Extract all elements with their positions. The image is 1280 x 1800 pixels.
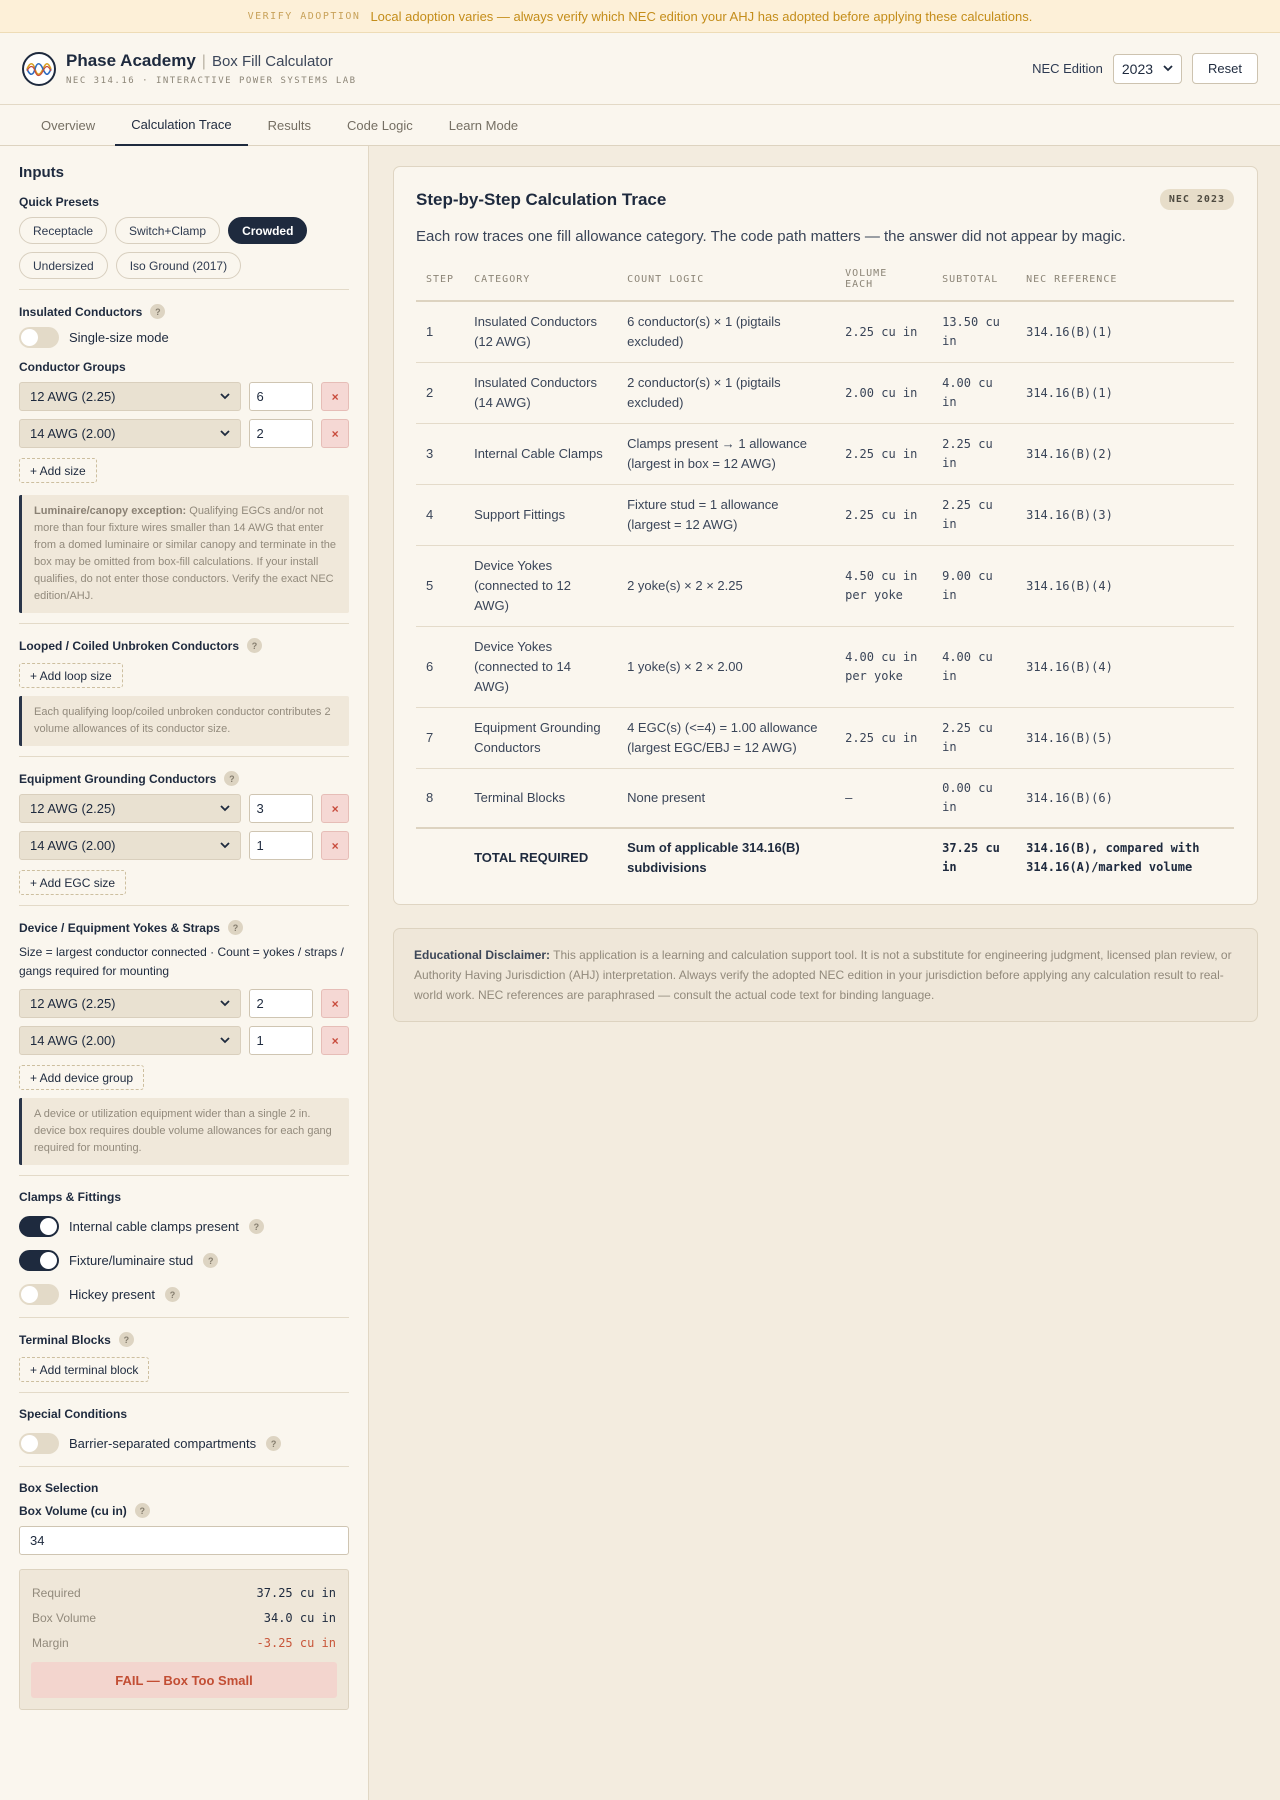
brand-separator: | <box>201 53 206 70</box>
help-icon[interactable]: ? <box>228 920 243 935</box>
volume-cell: 4.50 cu in per yoke <box>835 546 932 627</box>
step-cell: 2 <box>416 363 464 424</box>
logo-icon <box>22 52 56 86</box>
cable-clamps-toggle[interactable] <box>19 1216 59 1237</box>
step-cell: 8 <box>416 769 464 829</box>
category-cell: Equipment Grounding Conductors <box>464 708 617 769</box>
remove-button[interactable]: × <box>321 794 349 823</box>
total-reference: 314.16(B), compared with 314.16(A)/marked volume <box>1016 828 1234 888</box>
category-cell: Terminal Blocks <box>464 769 617 829</box>
banner-tag: VERIFY ADOPTION <box>247 10 361 22</box>
preset-iso-ground[interactable]: Iso Ground (2017) <box>116 252 241 279</box>
trace-card <box>393 166 1258 905</box>
category-cell: Support Fittings <box>464 485 617 546</box>
preset-crowded[interactable]: Crowded <box>228 217 307 244</box>
add-loop-size-button[interactable]: + Add loop size <box>19 663 123 688</box>
logic-cell: Fixture stud = 1 allowance (largest = 12 AWG) <box>617 485 835 546</box>
help-icon[interactable]: ? <box>249 1219 264 1234</box>
preset-undersized[interactable]: Undersized <box>19 252 108 279</box>
logic-cell: 1 yoke(s) × 2 × 2.00 <box>617 627 835 708</box>
looped-note: Each qualifying loop/coiled unbroken conductor contributes 2 volume allowances of its conductor size. <box>19 696 349 746</box>
logic-cell: 4 EGC(s) (<=4) = 1.00 allowance (largest EGC/EBJ = 12 AWG) <box>617 708 835 769</box>
logic-cell: 2 yoke(s) × 2 × 2.25 <box>617 546 835 627</box>
single-size-toggle[interactable] <box>19 327 59 348</box>
brand-name: Phase Academy <box>66 51 196 70</box>
device-group-row <box>19 989 349 1018</box>
preset-receptacle[interactable]: Receptacle <box>19 217 107 244</box>
device-size-select[interactable]: 14 AWG (2.00) <box>19 1026 241 1055</box>
clamps-title: Clamps & Fittings <box>19 1190 122 1204</box>
table-row <box>416 546 1234 627</box>
adoption-banner <box>0 0 1280 33</box>
step-cell: 1 <box>416 301 464 363</box>
subtotal-cell: 0.00 cu in <box>932 769 1016 829</box>
reference-cell: 314.16(B)(6) <box>1016 769 1234 829</box>
disclaimer-heading: Educational Disclaimer: <box>414 948 551 962</box>
cable-clamps-label: Internal cable clamps present <box>69 1219 239 1234</box>
yokes-hint: Size = largest conductor connected · Count = yokes / straps / gangs required for mounting <box>19 945 344 978</box>
reference-cell: 314.16(B)(4) <box>1016 546 1234 627</box>
category-cell: Device Yokes (connected to 14 AWG) <box>464 627 617 708</box>
device-count-input[interactable]: 1 <box>249 1026 314 1055</box>
table-row <box>416 769 1234 829</box>
tab-calculation-trace[interactable]: Calculation Trace <box>115 105 247 146</box>
logic-cell: 6 conductor(s) × 1 (pigtails excluded) <box>617 301 835 363</box>
preset-list <box>19 217 349 279</box>
egc-size-select[interactable]: 14 AWG (2.00) <box>19 831 241 860</box>
result-summary <box>19 1569 349 1710</box>
column-header: CATEGORY <box>464 260 617 301</box>
help-icon[interactable]: ? <box>224 771 239 786</box>
volume-cell: 2.25 cu in <box>835 708 932 769</box>
help-icon[interactable]: ? <box>150 304 165 319</box>
terminal-blocks-title: Terminal Blocks ? <box>19 1332 349 1347</box>
egc-size-select[interactable]: 12 AWG (2.25) <box>19 794 241 823</box>
remove-button[interactable]: × <box>321 419 349 448</box>
brand-block <box>66 51 357 86</box>
barrier-toggle[interactable] <box>19 1433 59 1454</box>
box-volume-input[interactable]: 34 <box>19 1526 349 1555</box>
insulated-title: Insulated Conductors ? <box>19 304 349 319</box>
presets-title: Quick Presets <box>19 195 100 209</box>
hickey-toggle[interactable] <box>19 1284 59 1305</box>
volume-cell: — <box>835 769 932 829</box>
box-volume-summary-value: 34.0 cu in <box>263 1610 336 1625</box>
subtotal-cell: 2.25 cu in <box>932 708 1016 769</box>
margin-label: Margin <box>32 1635 69 1650</box>
edition-label: NEC Edition <box>1032 61 1103 76</box>
required-label: Required <box>32 1585 81 1600</box>
special-conditions-title: Special Conditions <box>19 1407 128 1421</box>
device-width-note: A device or utilization equipment wider than a single 2 in. device box requires double volume allowances for each gang required for mounting. <box>19 1098 349 1165</box>
category-cell: Device Yokes (connected to 12 AWG) <box>464 546 617 627</box>
luminaire-exception-note: Luminaire/canopy exception: Qualifying EGCs and/or not more than four fixture wires smaller than 14 AWG that enter from a domed luminaire or similar canopy and terminate in the box may be omitted from box-fill calculations. If your install qualifies, do not enter those conductors. Verify the exact NEC edition/AHJ. <box>19 495 349 613</box>
barrier-label: Barrier-separated compartments <box>69 1436 257 1451</box>
divider <box>19 289 349 290</box>
reference-cell: 314.16(B)(4) <box>1016 627 1234 708</box>
app-header <box>0 33 1280 105</box>
margin-value: -3.25 cu in <box>256 1635 336 1650</box>
box-volume-label: Box Volume (cu in) ? <box>19 1503 349 1518</box>
educational-disclaimer <box>393 928 1258 1022</box>
volume-cell: 2.00 cu in <box>835 363 932 424</box>
tab-bar <box>0 105 1280 146</box>
total-label: TOTAL REQUIRED <box>464 828 617 888</box>
table-row <box>416 424 1234 485</box>
table-row <box>416 363 1234 424</box>
add-terminal-block-button[interactable]: + Add terminal block <box>19 1357 149 1382</box>
help-icon[interactable]: ? <box>203 1253 218 1268</box>
table-row <box>416 301 1234 363</box>
chevron-down-icon <box>220 393 230 400</box>
egc-title: Equipment Grounding Conductors ? <box>19 771 349 786</box>
device-group-row <box>19 1026 349 1055</box>
help-icon[interactable]: ? <box>135 1503 150 1518</box>
conductor-count-input[interactable]: 6 <box>249 382 314 411</box>
chevron-down-icon <box>220 805 230 812</box>
remove-button[interactable]: × <box>321 989 349 1018</box>
reset-button[interactable]: Reset <box>1192 53 1258 84</box>
column-header: SUBTOTAL <box>932 260 1016 301</box>
add-size-button[interactable]: + Add size <box>19 458 97 483</box>
total-subtotal: 37.25 cu in <box>932 828 1016 888</box>
table-row <box>416 485 1234 546</box>
single-size-label: Single-size mode <box>69 330 169 345</box>
divider <box>19 756 349 757</box>
reference-cell: 314.16(B)(5) <box>1016 708 1234 769</box>
subtotal-cell: 4.00 cu in <box>932 363 1016 424</box>
help-icon[interactable]: ? <box>247 638 262 653</box>
divider <box>19 1466 349 1467</box>
trace-table <box>416 260 1234 888</box>
edition-select[interactable] <box>1113 54 1182 84</box>
category-cell: Internal Cable Clamps <box>464 424 617 485</box>
subtotal-cell: 13.50 cu in <box>932 301 1016 363</box>
subtotal-cell: 4.00 cu in <box>932 627 1016 708</box>
column-header: COUNT LOGIC <box>617 260 835 301</box>
divider <box>19 1317 349 1318</box>
volume-cell: 2.25 cu in <box>835 301 932 363</box>
box-selection-title: Box Selection <box>19 1481 99 1495</box>
remove-button[interactable]: × <box>321 382 349 411</box>
reference-cell: 314.16(B)(3) <box>1016 485 1234 546</box>
help-icon[interactable]: ? <box>119 1332 134 1347</box>
conductor-count-input[interactable]: 2 <box>249 419 314 448</box>
chevron-down-icon <box>220 842 230 849</box>
table-row <box>416 708 1234 769</box>
total-row <box>416 828 1234 888</box>
logic-cell: Clamps present → 1 allowance (largest in box = 12 AWG) <box>617 424 835 485</box>
add-egc-size-button[interactable]: + Add EGC size <box>19 870 126 895</box>
logic-cell: 2 conductor(s) × 1 (pigtails excluded) <box>617 363 835 424</box>
egc-count-input[interactable]: 1 <box>249 831 314 860</box>
chevron-down-icon <box>220 1037 230 1044</box>
required-value: 37.25 cu in <box>256 1585 336 1600</box>
edition-value: 2023 <box>1121 60 1154 77</box>
conductor-group-row <box>19 419 349 448</box>
total-logic: Sum of applicable 314.16(B) subdivisions <box>617 828 835 888</box>
main-content <box>369 146 1280 1800</box>
hickey-label: Hickey present <box>69 1287 155 1302</box>
egc-group-row <box>19 794 349 823</box>
yokes-title: Device / Equipment Yokes & Straps ? <box>19 920 349 935</box>
table-row <box>416 627 1234 708</box>
reference-cell: 314.16(B)(1) <box>1016 301 1234 363</box>
fixture-stud-toggle[interactable] <box>19 1250 59 1271</box>
volume-cell: 2.25 cu in <box>835 424 932 485</box>
subtotal-cell: 2.25 cu in <box>932 485 1016 546</box>
logic-cell: None present <box>617 769 835 829</box>
category-cell: Insulated Conductors (12 AWG) <box>464 301 617 363</box>
app-name: Box Fill Calculator <box>211 53 333 70</box>
divider <box>19 905 349 906</box>
conductor-group-row <box>19 382 349 411</box>
tab-code-logic[interactable]: Code Logic <box>347 118 413 133</box>
column-header: NEC REFERENCE <box>1016 260 1234 301</box>
inputs-sidebar <box>0 146 369 1800</box>
remove-button[interactable]: × <box>321 1026 349 1055</box>
conductor-groups-title: Conductor Groups <box>19 360 126 374</box>
inputs-title: Inputs <box>19 164 64 181</box>
preset-switch-clamp[interactable]: Switch+Clamp <box>115 217 220 244</box>
tab-overview[interactable]: Overview <box>41 118 96 133</box>
column-header: VOLUME EACH <box>835 260 932 301</box>
step-cell: 3 <box>416 424 464 485</box>
volume-cell: 4.00 cu in per yoke <box>835 627 932 708</box>
step-cell: 7 <box>416 708 464 769</box>
help-icon[interactable]: ? <box>266 1436 281 1451</box>
divider <box>19 1392 349 1393</box>
edition-badge: NEC 2023 <box>1160 189 1234 210</box>
conductor-size-select[interactable]: 14 AWG (2.00) <box>19 419 241 448</box>
volume-cell: 2.25 cu in <box>835 485 932 546</box>
step-cell: 4 <box>416 485 464 546</box>
remove-button[interactable]: × <box>321 831 349 860</box>
step-cell: 5 <box>416 546 464 627</box>
disclaimer-text: This application is a learning and calculation support tool. It is not a substitute for engineering judgment, licensed plan review, or Authority Having Jurisdiction (AHJ) interpretation. Always verify the adopted NEC edition in your jurisdiction before applying any calculation result to real-world work. NEC references are paraphrased — consult the actual code text for binding language. <box>414 948 1232 1002</box>
help-icon[interactable]: ? <box>165 1287 180 1302</box>
conductor-size-select[interactable]: 12 AWG (2.25) <box>19 382 241 411</box>
device-size-select[interactable]: 12 AWG (2.25) <box>19 989 241 1018</box>
egc-count-input[interactable]: 3 <box>249 794 314 823</box>
subtotal-cell: 9.00 cu in <box>932 546 1016 627</box>
chevron-down-icon <box>1163 65 1173 72</box>
step-cell: 6 <box>416 627 464 708</box>
subtotal-cell: 2.25 cu in <box>932 424 1016 485</box>
status-badge: FAIL — Box Too Small <box>31 1662 337 1698</box>
column-header: STEP <box>416 260 464 301</box>
chevron-down-icon <box>220 1000 230 1007</box>
chevron-down-icon <box>220 430 230 437</box>
category-cell: Insulated Conductors (14 AWG) <box>464 363 617 424</box>
banner-text: Local adoption varies — always verify which NEC edition your AHJ has adopted before applying these calculations. <box>370 8 1033 24</box>
brand-subtitle: NEC 314.16 · INTERACTIVE POWER SYSTEMS LAB <box>66 76 357 86</box>
divider <box>19 623 349 624</box>
device-count-input[interactable]: 2 <box>249 989 314 1018</box>
tab-learn-mode[interactable]: Learn Mode <box>448 118 519 133</box>
add-device-group-button[interactable]: + Add device group <box>19 1065 144 1090</box>
reference-cell: 314.16(B)(1) <box>1016 363 1234 424</box>
fixture-stud-label: Fixture/luminaire stud <box>69 1253 194 1268</box>
box-volume-summary-label: Box Volume <box>32 1610 97 1625</box>
egc-group-row <box>19 831 349 860</box>
looped-title: Looped / Coiled Unbroken Conductors ? <box>19 638 349 653</box>
tab-results[interactable]: Results <box>267 118 311 133</box>
trace-subtitle: Each row traces one fill allowance category. The code path matters — the answer did not appear by magic. <box>416 228 1126 245</box>
trace-title: Step-by-Step Calculation Trace <box>416 189 667 209</box>
divider <box>19 1175 349 1176</box>
reference-cell: 314.16(B)(2) <box>1016 424 1234 485</box>
